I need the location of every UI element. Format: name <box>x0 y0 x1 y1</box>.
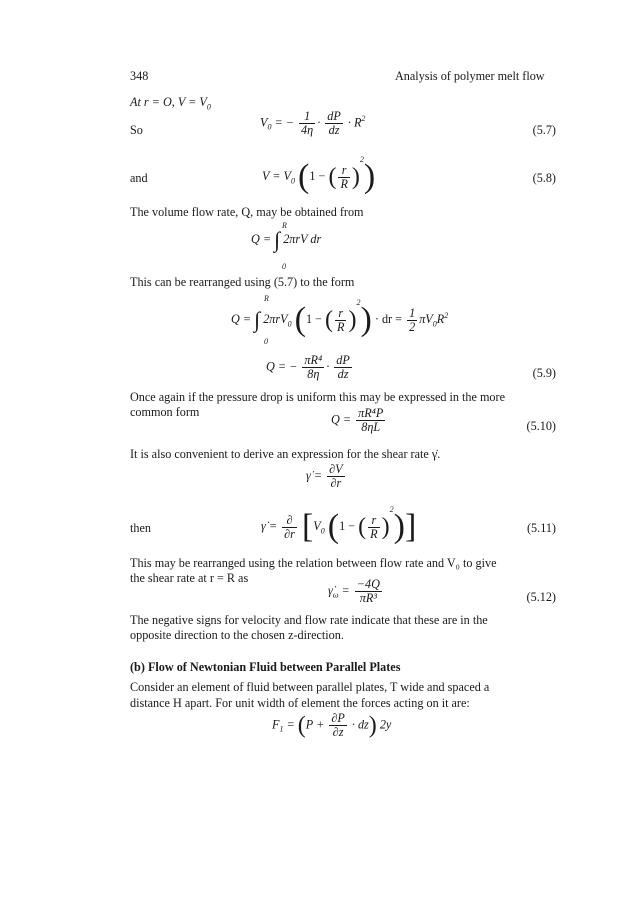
at-r-line: At r = O, $V = V_0$ <box>130 95 211 112</box>
integral-lower-limit: 0 <box>282 262 286 271</box>
consider-line2: distance H apart. For unit width of element the forces acting on it are: <box>130 696 470 710</box>
equation-number-5-10: (5.10) <box>526 419 556 433</box>
consider-line1: Consider an element of fluid between parallel plates, T wide and spaced a <box>130 680 490 694</box>
running-title: Analysis of polymer melt flow <box>395 69 545 83</box>
equation-5-10: Q = $\frac{\text{πR⁴P}}{8\eta L}$ <box>331 406 384 434</box>
equation-number-5-11: (5.11) <box>527 521 556 535</box>
equation-number-5-9: (5.9) <box>532 366 556 380</box>
equation-5-8: $V = V_0$ (1 − ( $\frac{r}{R}$ )$^2$) <box>262 155 376 196</box>
then-label: then <box>130 521 151 535</box>
volume-flow-text: The volume flow rate, Q, may be obtained from <box>130 205 364 219</box>
negative-signs-line2: opposite direction to the chosen z-direction. <box>130 628 344 642</box>
rearranged-text: This can be rearranged using (5.7) to the form <box>130 275 355 289</box>
integral2-upper-limit: R <box>264 294 269 303</box>
equation-force-f1: $F_1 = (P$ + $\frac{\partial P}{\partial z}$ · dz) 2y <box>272 711 392 739</box>
equation-q-integral-expanded: Q = ∫ 2πrV$_0$ (1 − ( $\frac{r}{R}$ )$^2$) · dr = $\frac{1}{2}$ $\pi V_0R^2$ <box>231 298 449 339</box>
equation-shear-rate-definition: γ̇ = $\frac{\partial V}{\partial r}$ <box>306 462 343 490</box>
equation-q-integral: Q = ∫ 2πrV dr <box>251 227 322 253</box>
equation-5-11: γ̇ = $\frac{\partial}{\partial r}$ [$V_0$ (1 − ( $\frac{r}{R}$ )$^2$)] <box>261 505 417 546</box>
page-number: 348 <box>130 69 149 83</box>
equation-5-9: Q = − $\frac{\text{πR⁴}}{8\eta}$ · $\frac{dP}{dz}$ <box>266 353 350 381</box>
and-label: and <box>130 171 148 185</box>
may-be-rearranged-line1: This may be rearranged using the relation between flow rate and V₀ to give <box>130 556 497 570</box>
equation-number-5-8: (5.8) <box>532 171 556 185</box>
negative-signs-line1: The negative signs for velocity and flow rate indicate that these are in the <box>130 613 488 627</box>
once-again-text-line1: Once again if the pressure drop is uniform this may be expressed in the more <box>130 390 505 404</box>
convenient-text: It is also convenient to derive an expression for the shear rate γ̇. <box>130 447 441 461</box>
may-be-rearranged-line2: the shear rate at r = R as <box>130 571 249 585</box>
equation-number-5-7: (5.7) <box>532 123 556 137</box>
integral2-lower-limit: 0 <box>264 337 268 346</box>
equation-5-12: $\gammȧ_\omega$ = $\frac{-4Q}{\text{πR³}}$ <box>328 577 380 605</box>
once-again-text-line2: common form <box>130 405 200 419</box>
so-label: So <box>130 123 143 137</box>
integral-upper-limit: R <box>282 221 287 230</box>
section-heading: (b) Flow of Newtonian Fluid between Parallel Plates <box>130 660 401 674</box>
equation-number-5-12: (5.12) <box>526 590 556 604</box>
equation-5-7: $V_0$ = − $\frac{1}{4\eta}$ · $\frac{dP}{dz}$ · $R^2$ <box>260 109 366 137</box>
